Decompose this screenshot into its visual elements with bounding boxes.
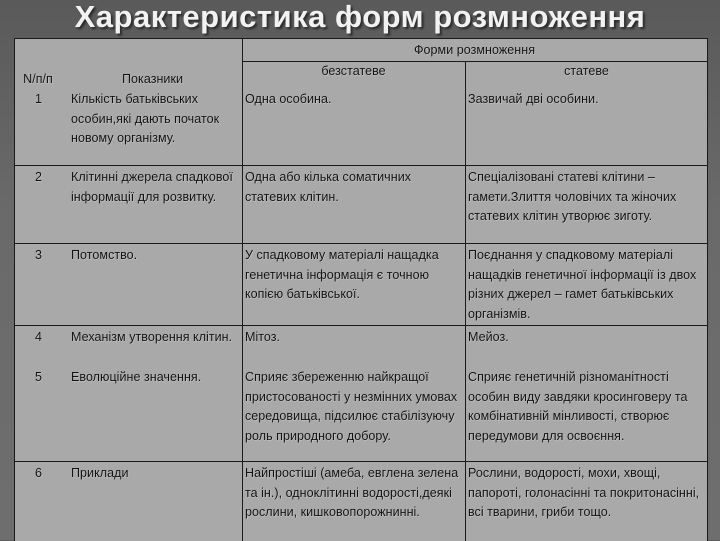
row-2-asexual: Одна або кілька соматичних статевих клітин. [245, 170, 412, 204]
col-divider [465, 61, 466, 541]
row-5-indicator: Еволюційне значення. [71, 370, 202, 384]
row-1-sexual: Зазвичай дві особини. [468, 92, 599, 106]
row-2-indicator: Клітинні джерела спадкової інформації для розвитку. [71, 170, 233, 204]
row-1-num: 1 [35, 92, 43, 106]
row-1-indicator: Кількість батьківських особин,які дають початок новому організму. [71, 92, 220, 145]
row-divider [15, 461, 707, 462]
row-3-asexual: У спадковому матеріалі нащадка генетична інформація є точною копією батьківської. [245, 248, 439, 301]
row-4-sexual: Мейоз. [468, 330, 509, 344]
row-5-sexual: Сприяє генетичній різноманітності особин виду завдяки кросинговеру та комбінативній мінливості, створює передумови для освоєння. [468, 370, 688, 443]
row-4-indicator: Механізм утворення клітин. [71, 330, 233, 344]
row-divider [15, 325, 707, 326]
row-5-num: 5 [35, 370, 43, 384]
row-5-asexual: Сприяє збереженню найкращої пристосованості у незмінних умовах середовища, підсилює стабілізуючу роль природного добору. [245, 370, 458, 443]
col-divider [63, 39, 64, 541]
header-sexual: статеве [564, 64, 609, 78]
row-2-sexual: Спеціалізовані статеві клітини – гамети.Злиття чоловічих та жіночих статевих клітин утворює зиготу. [468, 170, 677, 223]
row-4-num: 4 [35, 330, 43, 344]
header-indicator: Показники [121, 72, 183, 86]
row-3-sexual: Поєднання у спадковому матеріалі нащадків генетичної інформації із двох різних джерел – гамет батьківських організмів. [468, 248, 697, 321]
row-6-indicator: Приклади [71, 466, 129, 480]
reproduction-table [14, 38, 708, 541]
header-group: Форми розмноження [413, 43, 536, 57]
row-2-num: 2 [35, 170, 43, 184]
row-3-indicator: Потомство. [71, 248, 138, 262]
page-title: Характеристика форм розмноження [74, 0, 646, 34]
row-6-sexual: Рослини, водорості, мохи, хвощі, папороті, голонасінні та покритонасінні, всі тварини, гриби тощо. [468, 466, 700, 519]
row-4-asexual: Мітоз. [245, 330, 281, 344]
header-asexual: безстатеве [321, 64, 386, 78]
header-num: N/п/п [23, 72, 53, 86]
row-1-asexual: Одна особина. [245, 92, 332, 106]
col-divider [242, 39, 243, 541]
row-6-asexual: Найпростіші (амеба, евглена зелена та ін.), одноклітинні водорості,деякі рослини, кишковопорожнинні. [245, 466, 459, 519]
row-divider [15, 243, 707, 244]
row-6-num: 6 [35, 466, 43, 480]
row-3-num: 3 [35, 248, 43, 262]
row-divider [15, 165, 707, 166]
